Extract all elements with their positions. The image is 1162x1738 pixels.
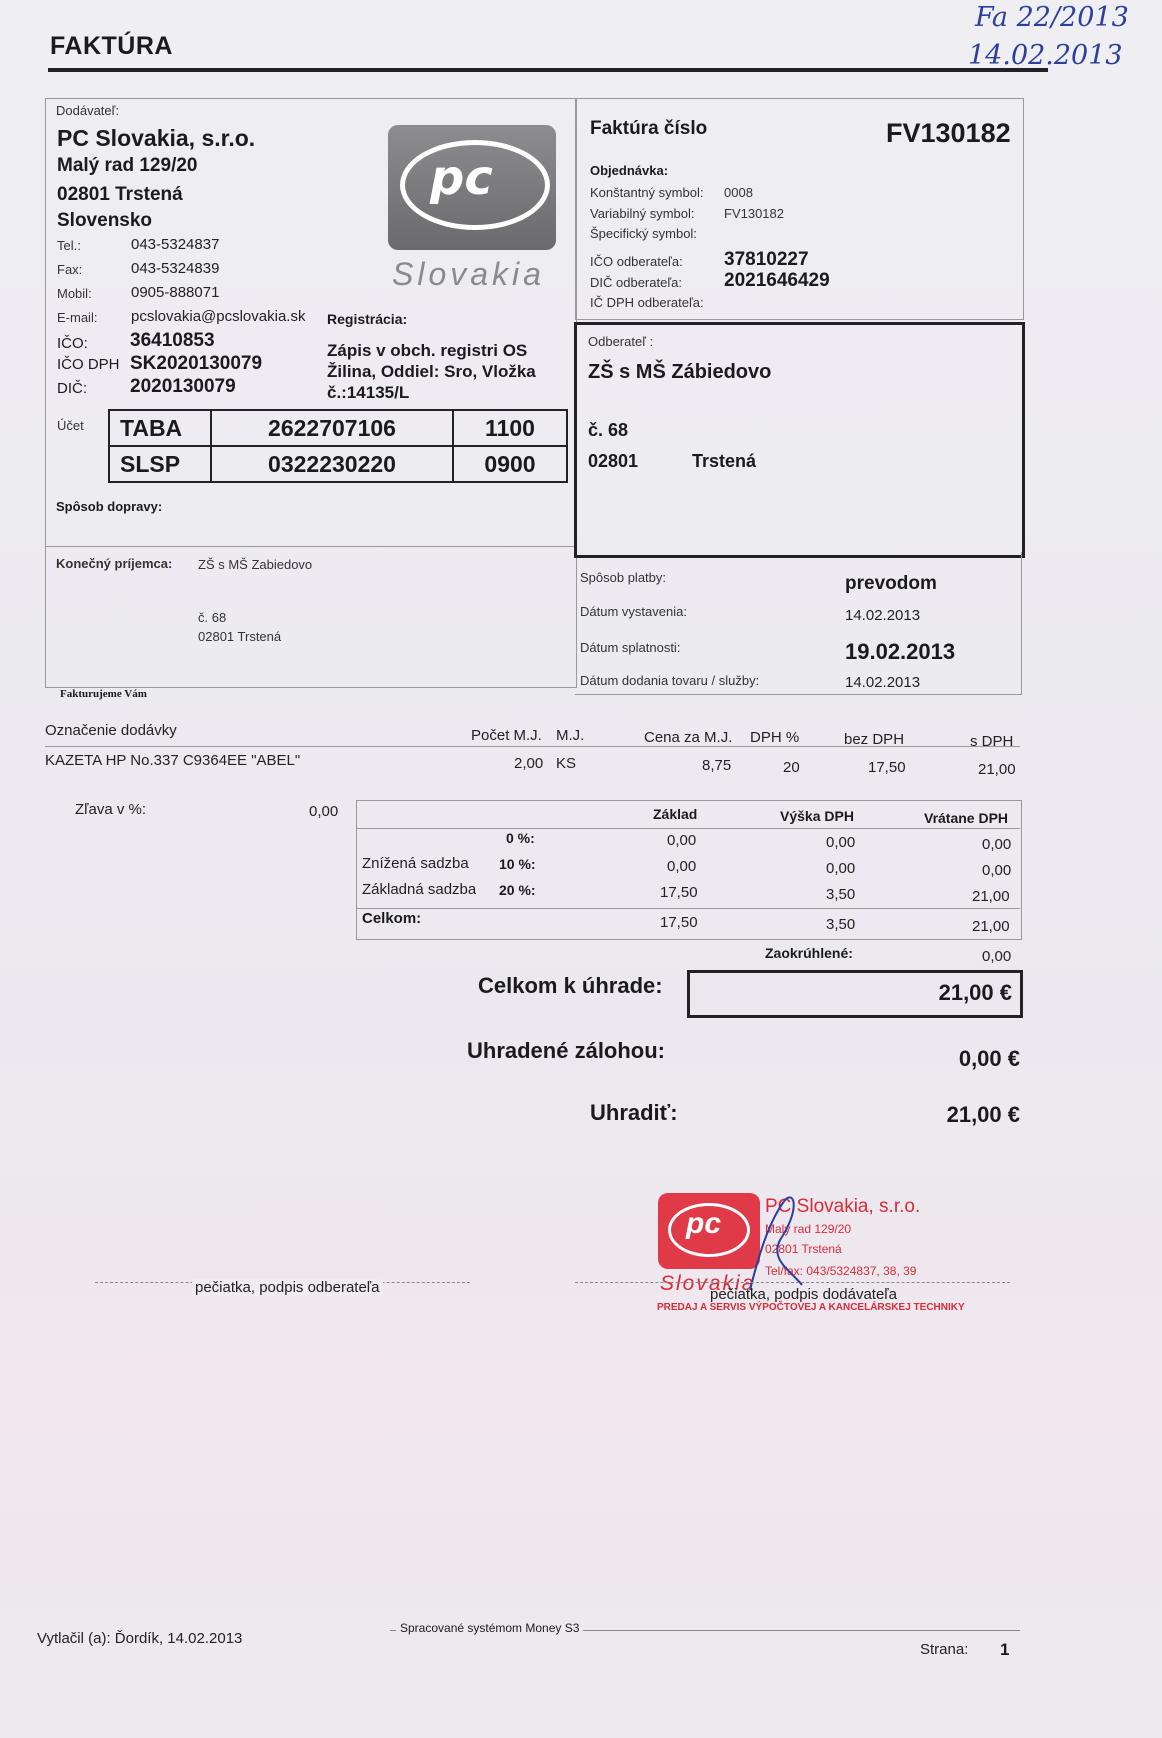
bank-code-name: SLSP	[109, 446, 211, 482]
vat-amount: 0,00	[826, 834, 856, 851]
printed-by: Vytlačil (a): Ďordík, 14.02.2013	[37, 1630, 243, 1647]
vat-base: 0,00	[667, 858, 697, 875]
customer-label: Odberateľ :	[588, 334, 654, 349]
vat-col-amount: Výška DPH	[780, 808, 854, 824]
icdph-value: SK2020130079	[130, 353, 263, 374]
item-quantity: 2,00	[514, 755, 544, 772]
supplier-street: Malý rad 129/20	[57, 155, 198, 176]
customer-ico-label: IČO odberateľa:	[590, 254, 683, 269]
item-net: 17,50	[868, 759, 906, 776]
bank-accounts-table	[108, 409, 568, 483]
divider	[45, 546, 575, 547]
discount-value: 0,00	[309, 803, 339, 820]
delivery-date-label: Dátum dodania tovaru / služby:	[580, 673, 760, 688]
pc-logo-text: Slovakia	[392, 256, 545, 292]
total-due-value: 21,00 €	[938, 980, 1012, 1005]
stamp-company: PC Slovakia, s.r.o.	[765, 1196, 921, 1217]
customer-ico: 37810227	[724, 249, 809, 270]
discount-label: Zľava v %:	[75, 801, 147, 818]
dic-value: 2020130079	[130, 376, 236, 397]
advance-paid-label: Uhradené zálohou:	[467, 1038, 666, 1063]
col-description: Označenie dodávky	[45, 722, 177, 739]
to-pay-label: Uhradiť:	[590, 1100, 678, 1125]
handwritten-invoice-ref: Fa 22/2013	[975, 2, 1129, 33]
rounding-label: Zaokrúhlené:	[765, 945, 853, 961]
stamp-phone: Tel/fax: 043/5324837, 38, 39	[765, 1264, 917, 1278]
customer-dic-label: DIČ odberateľa:	[590, 275, 682, 290]
vat-total: 0,00	[982, 862, 1012, 879]
vat-base: 0,00	[667, 832, 697, 849]
supplier-city: 02801 Trstená	[57, 184, 183, 205]
vat-name: Znížená sadzba	[362, 855, 469, 872]
to-pay-value: 21,00 €	[946, 1102, 1020, 1127]
item-vat-rate: 20	[783, 759, 800, 776]
account-label: Účet	[57, 418, 84, 433]
stamp-city: 02801 Trstená	[765, 1242, 842, 1256]
supplier-signature-line	[575, 1282, 1010, 1283]
ks-value: 0008	[724, 185, 753, 200]
items-header-rule	[45, 746, 1020, 747]
customer-icdph-label: IČ DPH odberateľa:	[590, 295, 704, 310]
vat-rate: 20 %:	[499, 882, 536, 898]
supplier-label: Dodávateľ:	[56, 103, 120, 118]
stamp-logo-mark: pc	[686, 1207, 722, 1240]
col-vat-rate: DPH %	[750, 729, 800, 746]
customer-signature-label: pečiatka, podpis odberateľa	[192, 1279, 383, 1296]
vat-name: Základná sadzba	[362, 881, 476, 898]
vs-value: FV130182	[724, 206, 784, 221]
bank-code: 0900	[453, 446, 567, 482]
dic-label: DIČ:	[57, 380, 87, 397]
account-number: 2622707106	[211, 410, 453, 446]
vat-col-base: Základ	[653, 806, 698, 822]
vat-total-amount: 3,50	[826, 916, 856, 933]
supplier-country: Slovensko	[57, 210, 153, 231]
col-unit: M.J.	[556, 727, 585, 744]
vat-total: 0,00	[982, 836, 1012, 853]
col-quantity: Počet M.J.	[471, 727, 542, 744]
bank-code-name: TABA	[109, 410, 211, 446]
customer-name: ZŠ s MŠ Zábiedovo	[588, 361, 772, 383]
issue-date: 14.02.2013	[845, 607, 921, 624]
handwritten-date: 14.02.2013	[968, 40, 1123, 71]
email-value: pcslovakia@pcslovakia.sk	[131, 308, 306, 325]
ico-value: 36410853	[130, 330, 215, 351]
col-gross: s DPH	[970, 733, 1014, 750]
payment-method: prevodom	[845, 573, 937, 594]
recipient-street: č. 68	[198, 610, 227, 625]
account-row	[109, 446, 567, 482]
delivery-date: 14.02.2013	[845, 674, 921, 691]
invoice-number-label: Faktúra číslo	[590, 118, 708, 139]
stamp-street: Malý rad 129/20	[765, 1222, 852, 1236]
vat-total-label: Celkom:	[362, 910, 422, 927]
header-rule	[48, 68, 1048, 72]
page-label: Strana:	[920, 1641, 969, 1658]
vs-label: Variabilný symbol:	[590, 206, 695, 221]
vat-total: 21,00	[972, 888, 1010, 905]
billing-note: Fakturujeme Vám	[60, 688, 147, 700]
software-note: Spracované systémom Money S3	[396, 1621, 583, 1635]
col-unit-price: Cena za M.J.	[644, 729, 733, 746]
registration-line3: č.:14135/L	[327, 383, 410, 402]
document-title: FAKTÚRA	[50, 32, 173, 60]
mobil-label: Mobil:	[57, 286, 92, 301]
account-row	[109, 410, 567, 446]
email-label: E-mail:	[57, 310, 98, 325]
supplier-signature-label: pečiatka, podpis dodávateľa	[710, 1286, 898, 1303]
item-unit-price: 8,75	[702, 757, 732, 774]
recipient-label: Konečný príjemca:	[56, 556, 173, 571]
item-gross: 21,00	[978, 761, 1016, 778]
vat-amount: 3,50	[826, 886, 856, 903]
page-number: 1	[1000, 1640, 1010, 1659]
item-unit: KS	[556, 755, 577, 772]
ss-label: Špecifický symbol:	[590, 226, 697, 241]
due-date-label: Dátum splatnosti:	[580, 640, 681, 655]
tel-value: 043-5324837	[131, 236, 220, 253]
order-label: Objednávka:	[590, 163, 669, 178]
ico-label: IČO:	[57, 335, 88, 352]
col-net: bez DPH	[844, 731, 905, 748]
payment-method-label: Spôsob platby:	[580, 570, 667, 585]
stamp-footer: PREDAJ A SERVIS VÝPOČTOVEJ A KANCELÁRSKEJ TECHNIKY	[657, 1302, 965, 1313]
supplier-signature	[740, 1190, 810, 1300]
vat-rate: 0 %:	[506, 830, 535, 846]
issue-date-label: Dátum vystavenia:	[580, 604, 687, 619]
total-due-label: Celkom k úhrade:	[478, 973, 663, 998]
mobil-value: 0905-888071	[131, 284, 220, 301]
pc-logo-mark: pc	[430, 150, 493, 206]
customer-dic: 2021646429	[724, 270, 830, 291]
recipient-name: ZŠ s MŠ Zabiedovo	[198, 557, 313, 572]
customer-street: č. 68	[588, 420, 629, 440]
rounding-value: 0,00	[982, 948, 1012, 965]
supplier-name: PC Slovakia, s.r.o.	[57, 125, 256, 151]
vat-header-rule	[356, 828, 1020, 829]
vat-amount: 0,00	[826, 860, 856, 877]
ks-label: Konštantný symbol:	[590, 185, 704, 200]
stamp-logo-text: Slovakia	[660, 1272, 756, 1295]
vat-total-base: 17,50	[660, 914, 698, 931]
customer-zip: 02801	[588, 451, 639, 471]
registration-line2: Žilina, Oddiel: Sro, Vložka	[327, 362, 536, 381]
transport-label: Spôsob dopravy:	[56, 499, 163, 514]
vat-total-sum: 21,00	[972, 918, 1010, 935]
tel-label: Tel.:	[57, 238, 81, 253]
due-date: 19.02.2013	[845, 639, 956, 664]
account-number: 0322230220	[211, 446, 453, 482]
advance-paid-value: 0,00 €	[958, 1046, 1020, 1071]
item-description: KAZETA HP No.337 C9364EE "ABEL"	[45, 752, 301, 769]
bank-code: 1100	[453, 410, 567, 446]
recipient-city: 02801 Trstená	[198, 629, 282, 644]
vat-rate: 10 %:	[499, 856, 536, 872]
fax-label: Fax:	[57, 262, 83, 277]
vat-base: 17,50	[660, 884, 698, 901]
vat-col-total: Vrátane DPH	[924, 810, 1009, 826]
vat-total-rule	[356, 908, 1020, 909]
registration-line1: Zápis v obch. registri OS	[327, 341, 528, 360]
fax-value: 043-5324839	[131, 260, 220, 277]
registration-label: Registrácia:	[327, 311, 408, 327]
customer-city: Trstená	[692, 451, 757, 471]
invoice-number: FV130182	[886, 118, 1011, 148]
customer-box	[574, 322, 1025, 558]
icdph-label: IČO DPH	[57, 356, 120, 373]
